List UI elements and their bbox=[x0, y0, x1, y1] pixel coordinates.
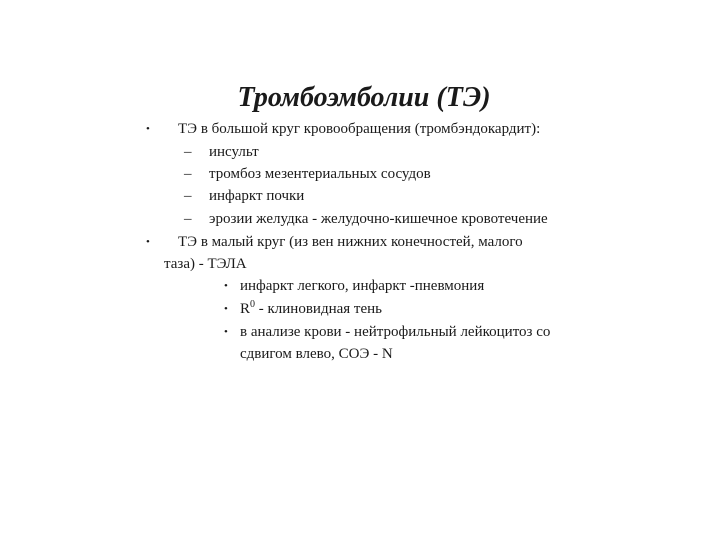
dash-icon: – bbox=[184, 166, 192, 182]
item-2-sub-3-line-1: в анализе крови - нейтрофильный лейкоцитоз со bbox=[240, 324, 551, 340]
item-2-sub-1: инфаркт легкого, инфаркт -пневмония bbox=[240, 278, 485, 294]
bullet-icon: • bbox=[224, 326, 228, 338]
slide-title: Тромбоэмболии (ТЭ) bbox=[237, 82, 491, 113]
r-symbol: R bbox=[240, 301, 251, 317]
item-1-sub-2: тромбоз мезентериальных сосудов bbox=[209, 166, 431, 182]
dash-icon: – bbox=[184, 211, 192, 227]
bullet-icon: • bbox=[224, 280, 228, 292]
item-1-text: ТЭ в большой круг кровообращения (тромбэндокардит): bbox=[178, 121, 541, 137]
item-2-text-line-2: таза) - ТЭЛА bbox=[164, 256, 247, 272]
item-1-sub-1: инсульт bbox=[209, 144, 259, 160]
item-1-sub-4: эрозии желудка - желудочно-кишечное кровотечение bbox=[209, 211, 548, 227]
item-1-sub-3: инфаркт почки bbox=[209, 188, 305, 204]
dash-icon: – bbox=[184, 188, 192, 204]
bullet-icon: • bbox=[224, 303, 228, 315]
bullet-icon: • bbox=[146, 123, 150, 135]
r-description: - клиновидная тень bbox=[255, 301, 382, 317]
bullet-icon: • bbox=[146, 236, 150, 248]
item-2-sub-2 bbox=[240, 298, 382, 320]
item-2-text-line-1: ТЭ в малый круг (из вен нижних конечностей, малого bbox=[178, 234, 523, 250]
item-2-sub-3-line-2: сдвигом влево, СОЭ - N bbox=[240, 346, 393, 362]
r-superscript: 0 bbox=[250, 299, 256, 310]
dash-icon: – bbox=[184, 144, 192, 160]
